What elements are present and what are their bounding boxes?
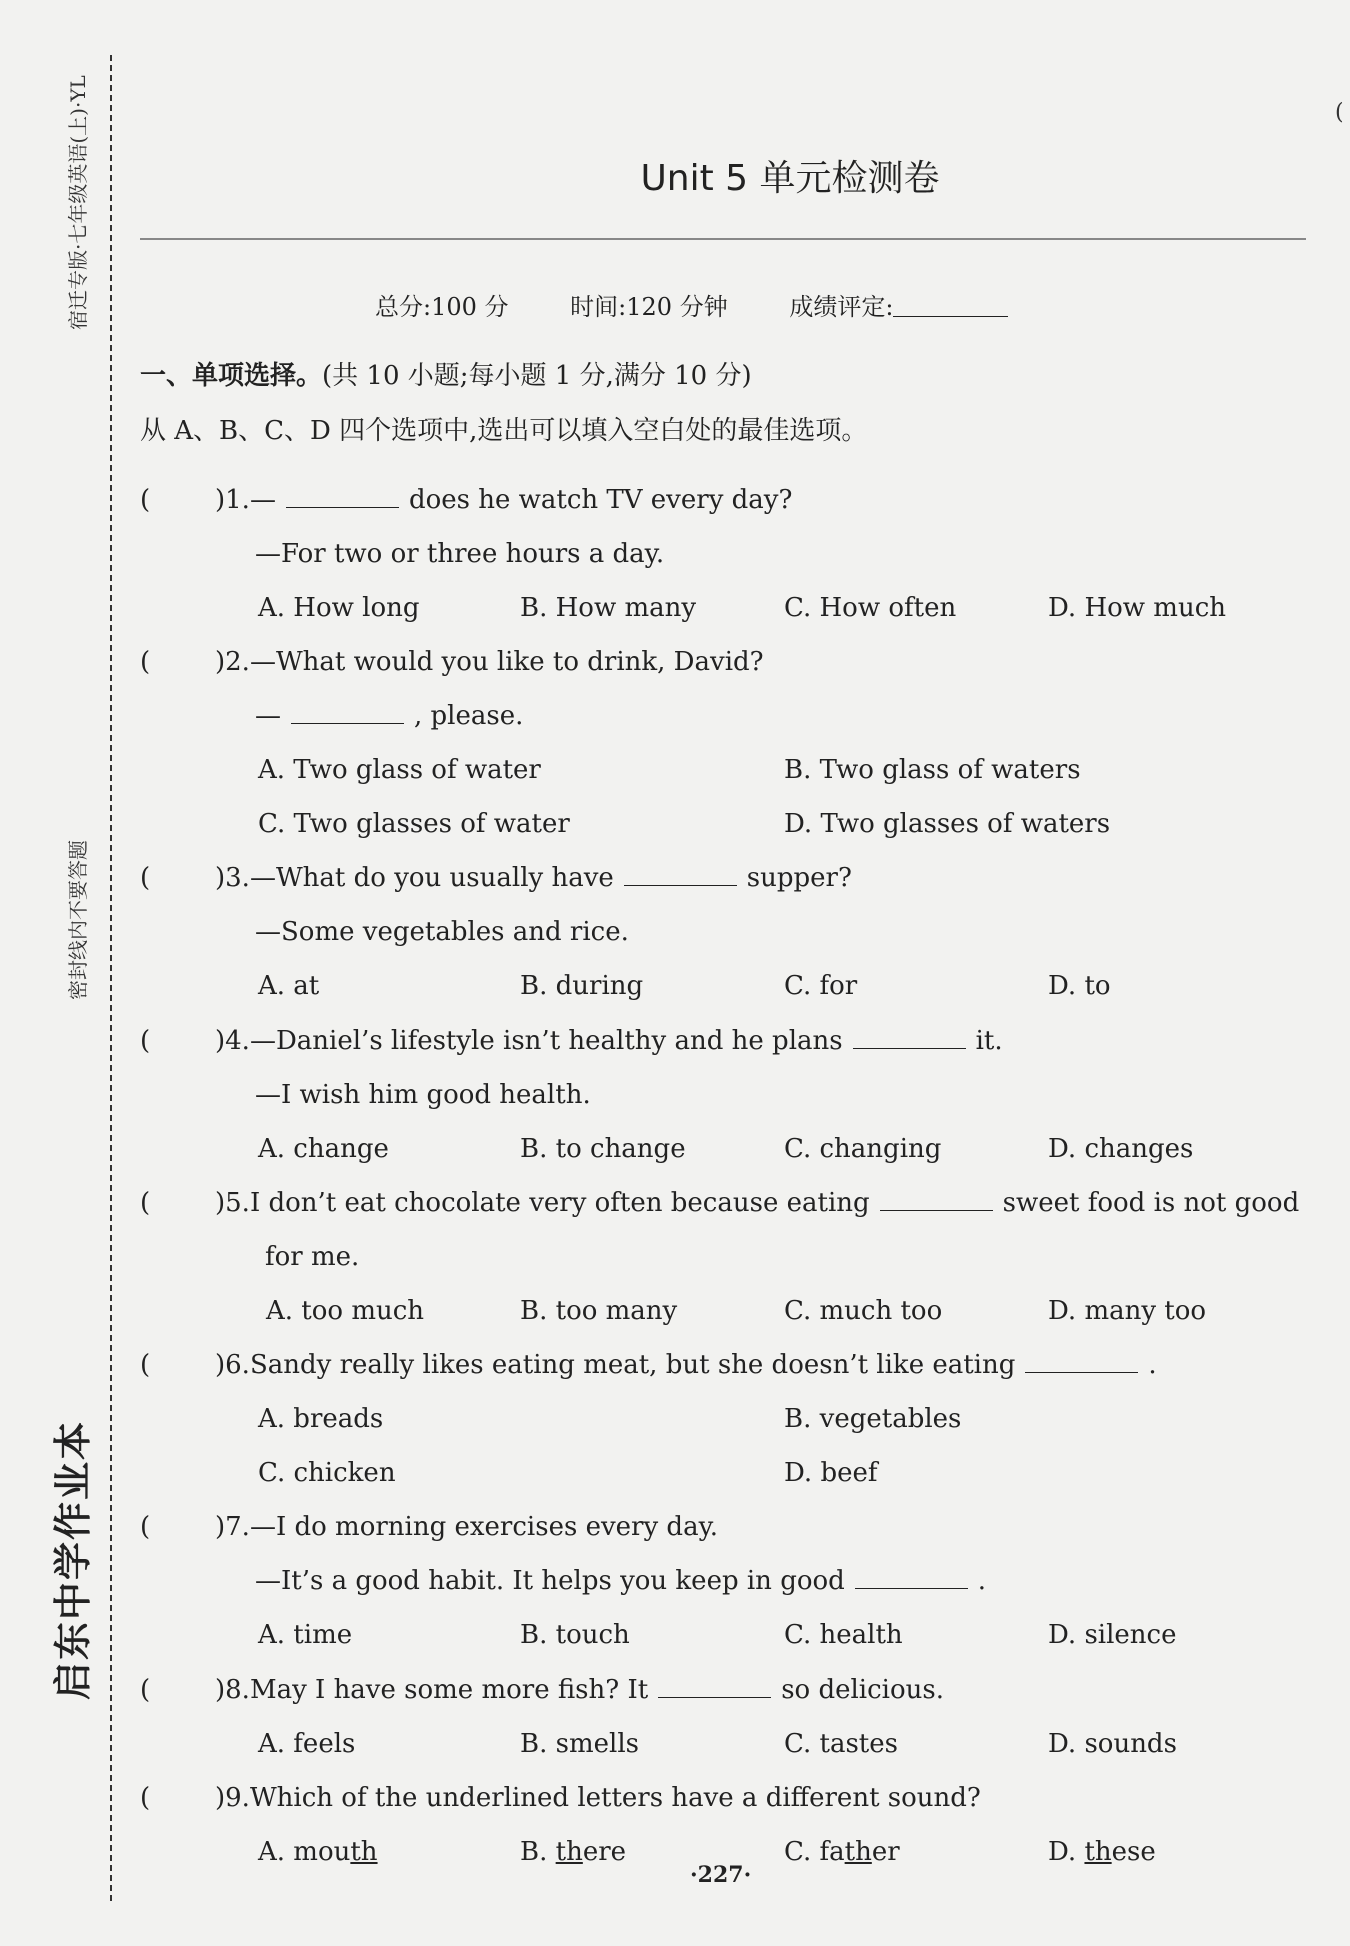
underlined-letters: th [350,1837,378,1867]
answer-paren[interactable]: ( [140,1783,151,1813]
option-d[interactable]: D. beef [784,1458,878,1488]
title-rule [140,238,1306,240]
question-stem [215,1026,1003,1056]
option-b[interactable] [520,1837,626,1867]
option-d[interactable] [1048,1837,1156,1867]
option-text: ere [582,1837,627,1867]
option-b[interactable]: B. to change [520,1134,686,1164]
answer-paren[interactable]: ( [140,485,151,515]
binding-margin [0,0,120,1946]
underlined-letters: th [844,1837,872,1867]
option-a[interactable]: A. Two glass of water [258,755,541,785]
question-number: )2. [215,647,250,677]
option-a[interactable]: A. change [258,1134,389,1164]
option-c[interactable]: C. tastes [784,1729,898,1759]
option-c[interactable] [784,1837,900,1867]
question-text: , please. [414,701,524,731]
answer-blank[interactable] [855,1568,968,1589]
next-page-edge: ( [1335,100,1344,125]
option-c[interactable]: C. changing [784,1134,942,1164]
section-heading: 一、单项选择。(共 10 小题;每小题 1 分,满分 10 分) [140,361,752,391]
question-text: it. [975,1026,1003,1056]
option-b[interactable]: B. smells [520,1729,639,1759]
question-text: —I wish him good health. [255,1080,591,1110]
underlined-letters: th [1084,1837,1112,1867]
question-text: . [977,1566,987,1596]
answer-blank[interactable] [1025,1352,1138,1373]
option-d[interactable]: D. to [1048,971,1111,1001]
question-stem [215,1512,718,1542]
option-b[interactable]: B. How many [520,593,697,623]
question-stem [215,485,792,515]
question-number: )8. [215,1675,250,1705]
question-stem [215,1188,1299,1218]
option-d[interactable]: D. many too [1048,1296,1207,1326]
question-text: —I do morning exercises every day. [249,1512,719,1542]
question-stem [215,1783,981,1813]
answer-paren[interactable]: ( [140,1512,151,1542]
question-text: I don’t eat chocolate very often because eating [249,1188,870,1218]
option-text: A. mou [258,1837,351,1867]
answer-paren[interactable]: ( [140,1026,151,1056]
question-line-2 [255,701,523,731]
option-c[interactable]: C. for [784,971,858,1001]
question-line-2 [255,539,664,569]
answer-paren[interactable]: ( [140,647,151,677]
option-b[interactable]: B. too many [520,1296,678,1326]
question-number: )6. [215,1350,250,1380]
answer-blank[interactable] [658,1677,771,1698]
option-c[interactable]: C. much too [784,1296,943,1326]
question-stem [215,647,764,677]
option-d[interactable]: D. silence [1048,1620,1177,1650]
question-text: so delicious. [781,1675,945,1705]
score-meta [375,287,1062,322]
answer-blank[interactable] [880,1190,993,1211]
option-c[interactable]: C. chicken [258,1458,396,1488]
question-text: sweet food is not good [1002,1188,1300,1218]
grade-field: 成绩评定: [789,293,1008,321]
question-text: — [255,701,281,731]
question-number: )9. [215,1783,250,1813]
question-text: —Some vegetables and rice. [255,917,629,947]
question-text: —Daniel’s lifestyle isn’t healthy and he plans [249,1026,843,1056]
question-text: Sandy really likes eating meat, but she doesn’t like eating [249,1350,1016,1380]
option-d[interactable]: D. How much [1048,593,1227,623]
question-line-2 [255,917,629,947]
option-c[interactable]: C. health [784,1620,903,1650]
option-b[interactable]: B. during [520,971,644,1001]
option-a[interactable]: A. too much [266,1296,425,1326]
question-number: )5. [215,1188,250,1218]
answer-paren[interactable]: ( [140,1188,151,1218]
question-text: —What would you like to drink, David? [249,647,764,677]
question-number: )4. [215,1026,250,1056]
option-d[interactable]: D. changes [1048,1134,1194,1164]
seal-notice: 密封线内不要答题 [66,840,90,1000]
question-line-2 [255,1080,591,1110]
option-a[interactable]: A. breads [258,1404,384,1434]
option-text: D. [1048,1837,1085,1867]
answer-blank[interactable] [624,865,737,886]
option-a[interactable]: A. at [258,971,320,1001]
series-label: 宿迁专版·七年级英语(上)·YL [66,75,90,330]
question-line-2 [255,1566,986,1596]
question-stem [215,863,852,893]
option-d[interactable]: D. sounds [1048,1729,1177,1759]
total-score: 总分:100 分 [375,293,509,321]
option-c[interactable]: C. How often [784,593,957,623]
answer-paren[interactable]: ( [140,1350,151,1380]
option-text: ese [1111,1837,1156,1867]
seal-line [110,55,112,1901]
question-stem [215,1350,1157,1380]
option-a[interactable]: A. How long [258,593,420,623]
answer-blank[interactable] [291,703,404,724]
option-d[interactable]: D. Two glasses of waters [784,809,1111,839]
option-a[interactable]: A. time [258,1620,353,1650]
question-text: . [1148,1350,1157,1380]
answer-paren[interactable]: ( [140,1675,151,1705]
instruction: 从 A、B、C、D 四个选项中,选出可以填入空白处的最佳选项。 [140,416,868,446]
option-text: er [871,1837,900,1867]
question-text: May I have some more fish? It [249,1675,649,1705]
option-text: B. [520,1837,556,1867]
option-b[interactable]: B. touch [520,1620,630,1650]
question-text: —What do you usually have [249,863,614,893]
question-number: )7. [215,1512,250,1542]
question-text: —For two or three hours a day. [255,539,665,569]
question-text: does he watch TV every day? [408,485,793,515]
answer-blank[interactable] [286,487,399,508]
question-number: )3. [215,863,250,893]
option-a[interactable]: A. feels [258,1729,356,1759]
question-text: Which of the underlined letters have a different sound? [249,1783,981,1813]
question-text: — [249,485,276,515]
question-text: —It’s a good habit. It helps you keep in good [255,1566,845,1596]
answer-blank[interactable] [853,1028,966,1049]
underlined-letters: th [555,1837,583,1867]
option-c[interactable]: C. Two glasses of water [258,809,570,839]
brand-label: 启东中学作业本 [50,1419,95,1700]
question-line-2 [265,1242,359,1272]
option-text: C. fa [784,1837,845,1867]
answer-paren[interactable]: ( [140,863,151,893]
option-a[interactable] [258,1837,378,1867]
time-limit: 时间:120 分钟 [570,293,728,321]
question-stem [215,1675,944,1705]
question-text: supper? [746,863,852,893]
question-number: )1. [215,485,250,515]
page-number: ·227· [690,1862,752,1888]
option-b[interactable]: B. vegetables [784,1404,962,1434]
option-b[interactable]: B. Two glass of waters [784,755,1081,785]
question-text: for me. [265,1242,360,1272]
page-title: Unit 5 单元检测卷 [640,158,940,199]
